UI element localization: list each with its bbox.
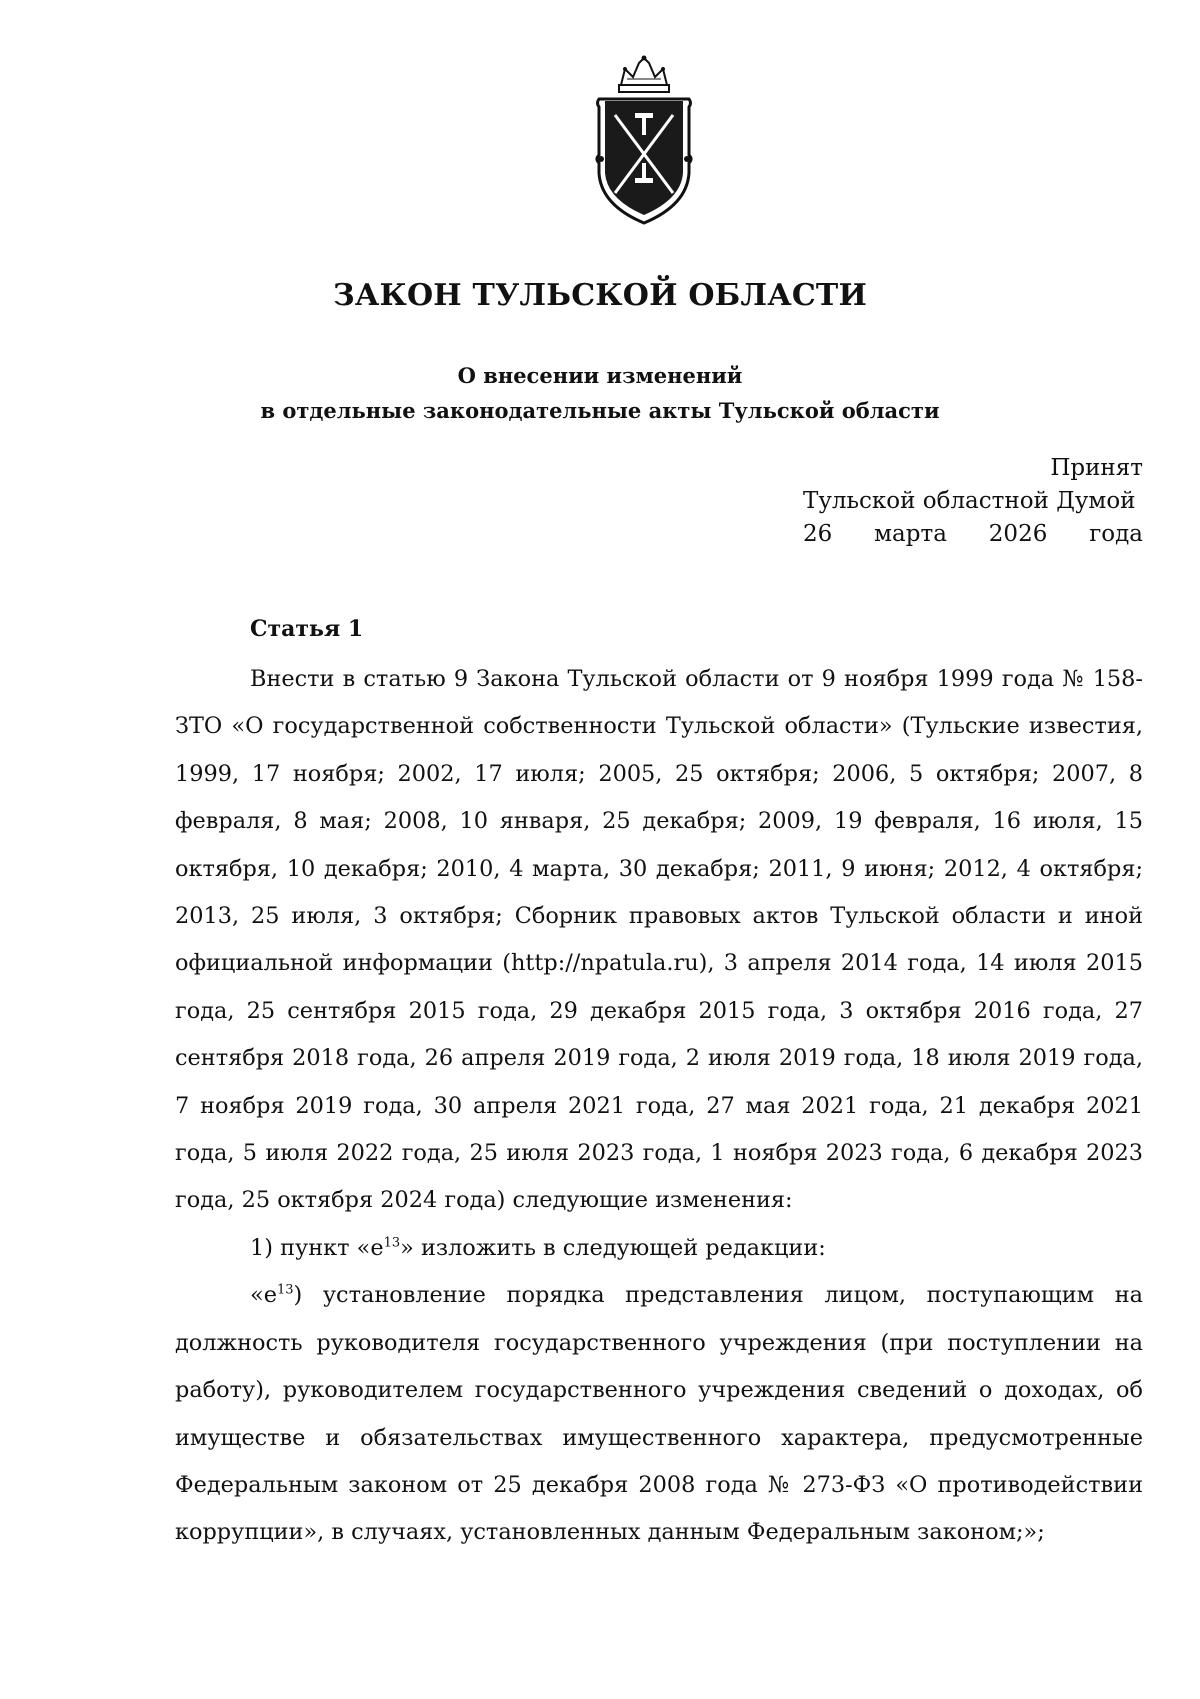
accepted-date xyxy=(803,518,1143,551)
amendment-quote xyxy=(175,1272,1143,1556)
tula-coat-of-arms-icon xyxy=(591,55,697,227)
quote-prefix: «е xyxy=(250,1282,277,1309)
accepted-year-word: года xyxy=(1089,521,1143,547)
amendment-item-1 xyxy=(175,1225,1143,1272)
accepted-day: 26 xyxy=(803,521,833,547)
accepted-month: марта xyxy=(874,521,947,547)
item1-suffix: » изложить в следующей редакции: xyxy=(400,1234,826,1261)
quote-text: ) установление порядка представления лицом, поступающим на должность руководителя государственного учреждения (при поступлении на работу), руководителем государственного учреждения сведений о доходах, об имуществе и обязательствах имущественного характера, предусмотренные Федеральным законом от 25 декабря 2008 года № 273-ФЗ «О противодействии коррупции», в случаях, установленных данным Федеральным законом;»; xyxy=(175,1282,1143,1546)
quote-superscript: 13 xyxy=(276,1282,294,1298)
acceptance-block xyxy=(803,452,1143,551)
item1-prefix: 1) пункт «е xyxy=(250,1234,384,1261)
law-title: ЗАКОН ТУЛЬСКОЙ ОБЛАСТИ xyxy=(333,278,867,313)
article-body xyxy=(175,656,1143,1557)
article-heading: Статья 1 xyxy=(250,616,364,642)
subtitle-line-1: О внесении изменений xyxy=(457,363,743,388)
accepted-label: Принят xyxy=(1050,455,1143,481)
accepted-year: 2026 xyxy=(988,521,1048,547)
subtitle-line-2: в отдельные законодательные акты Тульской области xyxy=(260,398,940,423)
law-subtitle xyxy=(0,358,1200,428)
item1-superscript: 13 xyxy=(383,1235,401,1251)
accepted-by: Тульской областной Думой xyxy=(803,488,1136,514)
article-paragraph-1: Внести в статью 9 Закона Тульской области от 9 ноября 1999 года № 158-ЗТО «О государственной собственности Тульской области» (Тульские известия, 1999, 17 ноября; 2002, 17 июля; 2005, 25 октября; 2006, 5 октября; 2007, 8 февраля, 8 мая; 2008, 10 января, 25 декабря; 2009, 19 февраля, 16 июля, 15 октября, 10 декабря; 2010, 4 марта, 30 декабря; 2011, 9 июня; 2012, 4 октября; 2013, 25 июля, 3 октября; Сборник правовых актов Тульской области и иной официальной информации (http://npatula.ru), 3 апреля 2014 года, 14 июля 2015 года, 25 сентября 2015 года, 29 декабря 2015 года, 3 октября 2016 года, 27 сентября 2018 года, 26 апреля 2019 года, 2 июля 2019 года, 18 июля 2019 года, 7 ноября 2019 года, 30 апреля 2021 года, 27 мая 2021 года, 21 декабря 2021 года, 5 июля 2022 года, 25 июля 2023 года, 1 ноября 2023 года, 6 декабря 2023 года, 25 октября 2024 года) следующие изменения: xyxy=(175,666,1143,1214)
